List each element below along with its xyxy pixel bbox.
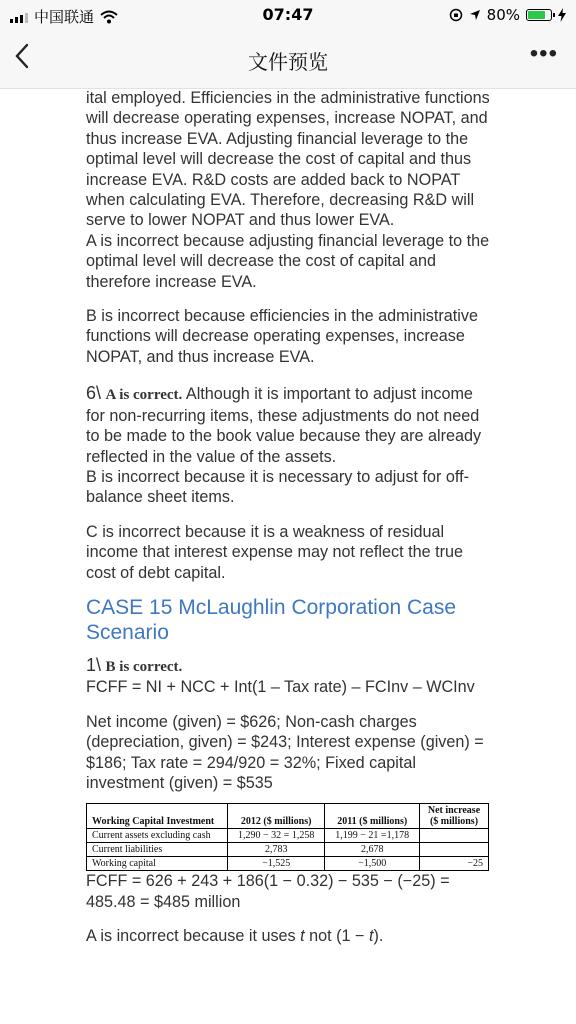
correct-answer-label: A is correct. <box>105 387 183 404</box>
paragraph-a-incorrect: A is incorrect because adjusting financial leverage to the optimal level will decrease the cost of capital and therefore increase EVA. <box>86 231 490 291</box>
question-number: 6\ <box>86 383 102 404</box>
table-header-cell: Working Capital Investment <box>87 804 228 829</box>
status-right-group <box>449 6 566 24</box>
battery-fill <box>528 11 545 19</box>
text-fragment: A is incorrect because it uses <box>86 927 301 946</box>
working-capital-table <box>86 803 489 871</box>
text-fragment: ). <box>373 927 384 946</box>
charging-bolt-icon <box>558 8 566 22</box>
table-cell: 1,290 − 32 = 1,258 <box>228 829 325 843</box>
given-values: Net income (given) = $626; Non-cash charges (depreciation, given) = $243; Interest expense (given) = $186; Tax rate = 294/920 = 32%; Fixed capital investment (given) = $535 <box>86 712 484 792</box>
page-title: 文件预览 <box>248 52 328 74</box>
rotation-lock-icon <box>449 8 463 22</box>
table-row <box>87 857 489 871</box>
paragraph-a-incorrect-q1 <box>86 926 496 946</box>
text-fragment: not (1 − <box>304 927 369 946</box>
table-cell: −1,500 <box>325 857 420 871</box>
paragraph-c-incorrect-q6: C is incorrect because it is a weakness of residual income that interest expense may not reflect the true cost of debt capital. <box>86 522 464 582</box>
table-header-cell: 2012 ($ millions) <box>228 804 325 829</box>
table-cell: 1,199 − 21 =1,178 <box>325 829 420 843</box>
table-header-cell: 2011 ($ millions) <box>325 804 420 829</box>
status-time: 07:47 <box>262 5 314 24</box>
more-dots-icon: ••• <box>529 40 558 67</box>
table-cell <box>420 829 489 843</box>
table-cell: 2,783 <box>228 843 325 857</box>
table-cell: −1,525 <box>228 857 325 871</box>
location-arrow-icon <box>469 9 481 21</box>
table-row <box>87 843 489 857</box>
question-1-answer <box>86 655 496 677</box>
variable-t: t <box>368 927 374 946</box>
more-button[interactable] <box>530 40 558 68</box>
paragraph-b-incorrect: B is incorrect because efficiencies in the administrative functions will decrease operating expenses, increase NOPAT, and thus increase EVA. <box>86 307 478 366</box>
answer-explanation: Although it is important to adjust income for non-recurring items, these adjustments do not need to be made to the book value because they are already reflected in the value of the assets. <box>86 385 482 466</box>
table-cell: Working capital <box>87 857 228 871</box>
fcff-calculation: FCFF = 626 + 243 + 186(1 − 0.32) − 535 − (−25) = 485.48 = $485 million <box>86 872 450 911</box>
nav-bar <box>0 30 576 89</box>
carrier-name: 中国联通 <box>34 8 95 26</box>
table-row <box>87 829 489 843</box>
fcff-formula: FCFF = NI + NCC + Int(1 – Tax rate) – FCInv – WCInv <box>86 678 475 697</box>
paragraph-b-incorrect-q6: B is incorrect because it is necessary to adjust for off-balance sheet items. <box>86 467 469 507</box>
variable-t: t <box>300 927 305 946</box>
table-cell: Current liabilities <box>87 843 228 857</box>
table-header-row <box>87 804 489 829</box>
correct-answer-label: B is correct. <box>105 658 183 675</box>
document-content <box>86 88 496 947</box>
paragraph-eva-explanation: ital employed. Efficiencies in the administrative functions will decrease operating expenses, increase NOPAT, and thus increase EVA. Adjusting financial leverage to the optimal level will decrease the cost of capital and thus increase EVA. R&D costs are added back to NOPAT when calculating EVA. Therefore, decreasing R&D will serve to lower NOPAT and thus lower EVA. <box>86 89 490 230</box>
question-number: 1\ <box>86 654 102 675</box>
table-cell <box>420 843 489 857</box>
table-cell: 2,678 <box>325 843 420 857</box>
table-cell: Current assets excluding cash <box>87 829 228 843</box>
table-header-cell: Net increase ($ millions) <box>420 804 489 829</box>
status-bar <box>0 0 576 30</box>
table-cell: −25 <box>420 857 489 871</box>
case-heading: CASE 15 McLaughlin Corporation Case Scenario <box>86 595 457 644</box>
battery-icon <box>526 9 552 21</box>
question-6-answer <box>86 383 496 467</box>
battery-percent: 80% <box>486 6 520 24</box>
